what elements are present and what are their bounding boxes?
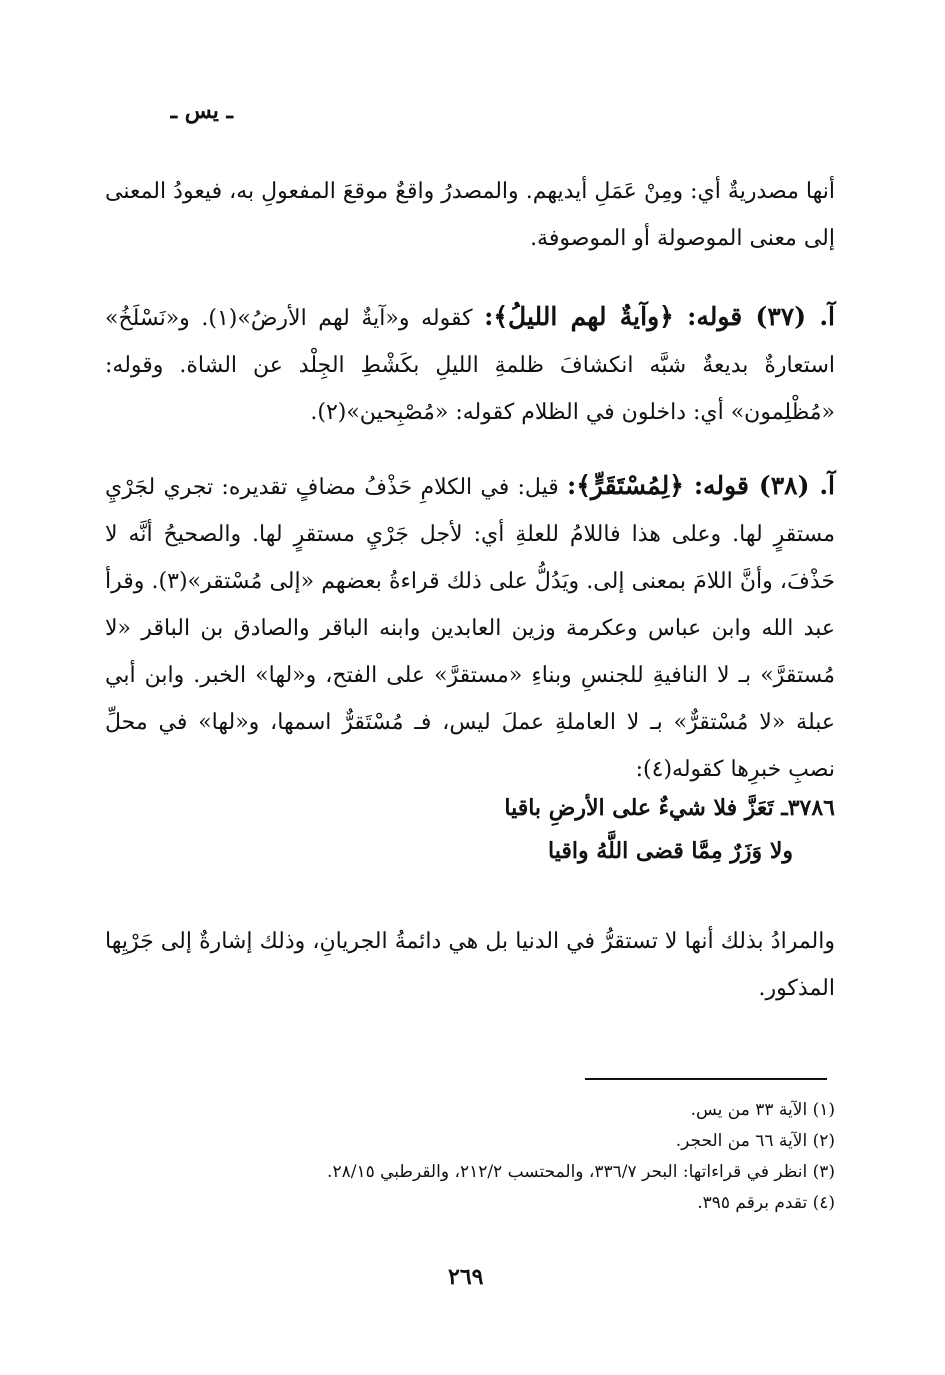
verse-37-commentary: كقوله و«آيةٌ لهم الأرضُ»(١). و«نَسْلَخُ» استعارةٌ بديعةٌ شبَّه انكشافَ ظلمةِ الليلِ بكَشْطِ الجِلْد عن الشاة. وقوله: «مُظْلِمون» أي: داخلون في الظلام كقوله: «مُصْبِحين»(٢). xyxy=(105,306,835,425)
footnote-3: (٣) انظر في قراءاتها: البحر ٣٣٦/٧، والمحتسب ٢١٢/٢، والقرطبي ٢٨/١٥. xyxy=(327,1162,835,1182)
paragraph-1-text: أنها مصدريةٌ أي: ومِنْ عَمَلِ أيديهم. والمصدرُ واقعٌ موقعَ المفعولِ به، فيعودُ المعنى إلى معنى الموصولة أو الموصوفة. xyxy=(105,179,835,251)
conclusion-text: والمرادُ بذلك أنها لا تستقرُّ في الدنيا بل هي دائمةُ الجريانِ، وذلك إشارةٌ إلى جَرْيِها المذكور. xyxy=(105,929,835,1001)
footnote-divider xyxy=(585,1078,827,1080)
footnote-1: (١) الآية ٣٣ من يس. xyxy=(690,1100,835,1120)
footnotes xyxy=(105,1095,835,1219)
footnote-2: (٢) الآية ٦٦ من الحجر. xyxy=(675,1131,835,1151)
paragraph-verse-38 xyxy=(105,462,835,793)
paragraph-1 xyxy=(105,168,835,262)
footnote-4: (٤) تقدم برقم ٣٩٥. xyxy=(697,1193,835,1213)
paragraph-conclusion xyxy=(105,918,835,1012)
poetry-line-2: ولا وَزَرٌ مِمَّا قضى اللَّهُ واقيا xyxy=(548,838,793,864)
verse-38-heading: آ. (٣٨) قوله: ﴿لِمُسْتَقَرٍّ﴾: xyxy=(566,471,836,500)
paragraph-verse-37 xyxy=(105,293,835,436)
verse-37-heading: آ. (٣٧) قوله: ﴿وآيةٌ لهم الليلُ﴾: xyxy=(484,302,835,331)
running-header: ـ يس ـ xyxy=(170,98,233,124)
poetry-line-1: ٣٧٨٦ـ تَعَزَّ فلا شيءٌ على الأرضِ باقيا xyxy=(504,795,835,821)
page-number: ٢٦٩ xyxy=(448,1264,484,1290)
verse-38-commentary: قيل: في الكلامِ حَذْفُ مضافٍ تقديره: تجري لجَرْيِ مستقرٍ لها. وعلى هذا فاللامُ للعلةِ أي: لأجل جَرْيِ مستقرٍ لها. والصحيحُ أنَّه لا حَذْفَ، وأنَّ اللامَ بمعنى إلى. ويَدُلُّ على ذلك قراءةُ بعضهم «إلى مُسْتقر»(٣). وقرأ عبد الله وابن عباس وعكرمة وزين العابدين وابنه الباقر والصادق بن الباقر «لا مُستقرَّ» بـ لا النافيةِ للجنسِ وبناءِ «مستقرَّ» على الفتح، و«لها» الخبر. وابن أبي عبلة «لا مُسْتقرٌّ» بـ لا العاملةِ عملَ ليس، فـ مُسْتَقرٌّ اسمها، و«لها» في محلِّ نصبِ خبرِها كقوله(٤): xyxy=(105,475,835,782)
